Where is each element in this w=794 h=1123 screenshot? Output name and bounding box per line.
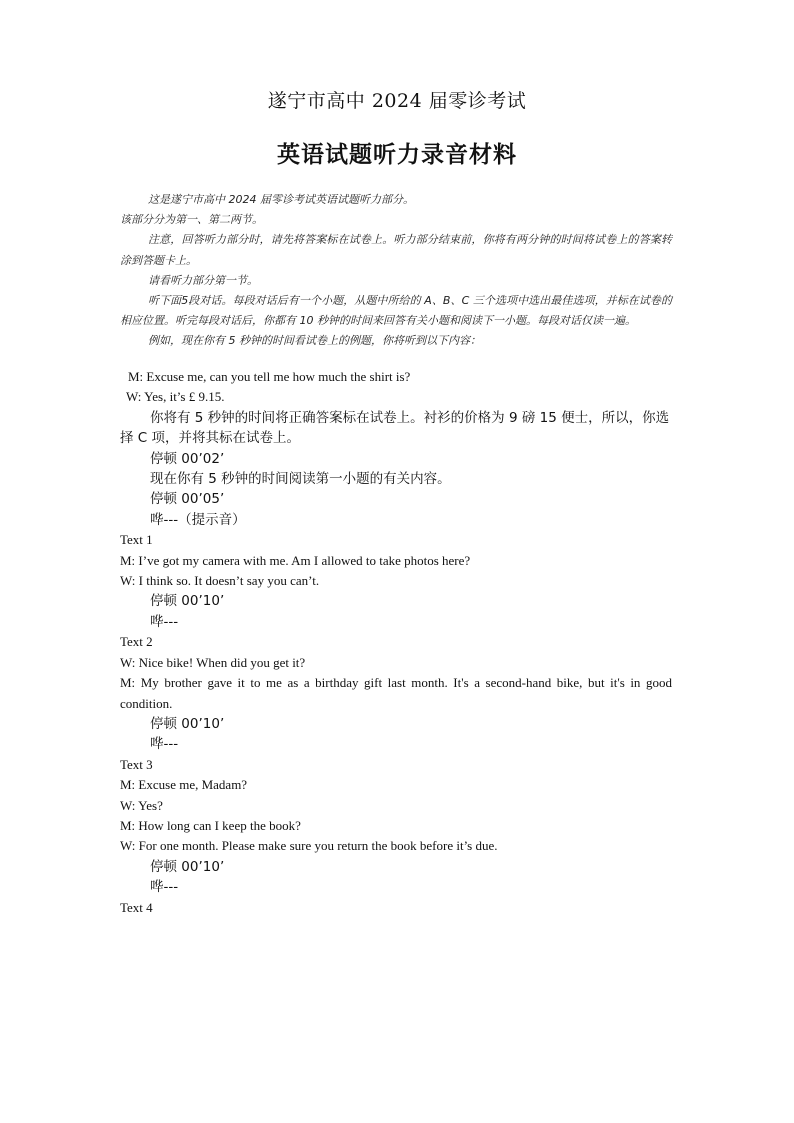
dialogue-line: M: Excuse me, Madam? xyxy=(120,777,248,793)
pause-marker: 停顿 00’05’ xyxy=(150,491,225,508)
pause-marker: 停顿 00’10’ xyxy=(150,593,225,610)
intro-line: 这是遂宁市高中 2024 届零诊考试英语试题听力部分。 xyxy=(148,193,414,206)
text-label: Text 4 xyxy=(120,899,153,915)
dialogue-line: M: My brother gave it to me as a birthday gift last month. It's a second-hand bike, but it's in good condition. xyxy=(120,675,672,711)
example-speaker-w: W: Yes, it’s £ 9.15. xyxy=(126,389,225,405)
text-label: Text 1 xyxy=(120,532,153,548)
beep-marker: 哗--- xyxy=(150,613,179,630)
exam-title: 遂宁市高中 2024 届零诊考试 xyxy=(267,90,527,112)
beep-marker: 哗--- xyxy=(150,879,179,896)
pause-marker: 停顿 00’10’ xyxy=(150,715,225,732)
text-label: Text 2 xyxy=(120,634,153,650)
dialogue-line: M: How long can I keep the book? xyxy=(120,817,301,833)
intro-line: 请看听力部分第一节。 xyxy=(148,273,258,287)
text-label: Text 3 xyxy=(120,756,153,772)
example-read-instruction: 现在你有 5 秒钟的时间阅读第一小题的有关内容。 xyxy=(150,471,451,488)
beep-marker: 哗--- xyxy=(150,736,179,753)
intro-line: 例如，现在你有 5 秒钟的时间看试卷上的例题，你将听到以下内容： xyxy=(148,334,481,348)
dialogue-line: W: Nice bike! When did you get it? xyxy=(120,654,306,670)
dialogue-line: W: Yes? xyxy=(120,797,163,813)
dialogue-line: W: For one month. Please make sure you return the book before it’s due. xyxy=(120,838,498,854)
dialogue-line: W: I think so. It doesn’t say you can’t. xyxy=(120,573,320,589)
intro-line: 注意，回答听力部分时，请先将答案标在试卷上。听力部分结束前，你将有两分钟的时间将试卷上的答案转涂到答题卡上。 xyxy=(120,233,672,267)
example-note: 你将有 5 秒钟的时间将正确答案标在试卷上。衬衫的价格为 9 磅 15 便士，所以，你选择 C 项，并将其标在试卷上。 xyxy=(120,409,670,447)
beep-marker: 哗---（提示音） xyxy=(150,511,246,528)
dialogue-line: M: I’ve got my camera with me. Am I allowed to take photos here? xyxy=(120,552,471,568)
transcript-body xyxy=(120,367,672,918)
intro-instructions xyxy=(120,190,672,352)
intro-line: 该部分分为第一、第二两节。 xyxy=(120,213,263,227)
pause-marker: 停顿 00’02’ xyxy=(150,450,225,467)
pause-marker: 停顿 00’10’ xyxy=(150,858,225,875)
example-speaker-m: M: Excuse me, can you tell me how much the shirt is? xyxy=(128,369,411,384)
document-subtitle: 英语试题听力录音材料 xyxy=(277,142,517,168)
intro-line: 听下面5段对话。每段对话后有一个小题，从题中所给的 A、B、C 三个选项中选出最佳选项，并标在试卷的相应位置。听完每段对话后，你都有 10 秒钟的时间来回答有关小题和阅读下一小题。每段对话仅读一遍。 xyxy=(120,294,672,328)
